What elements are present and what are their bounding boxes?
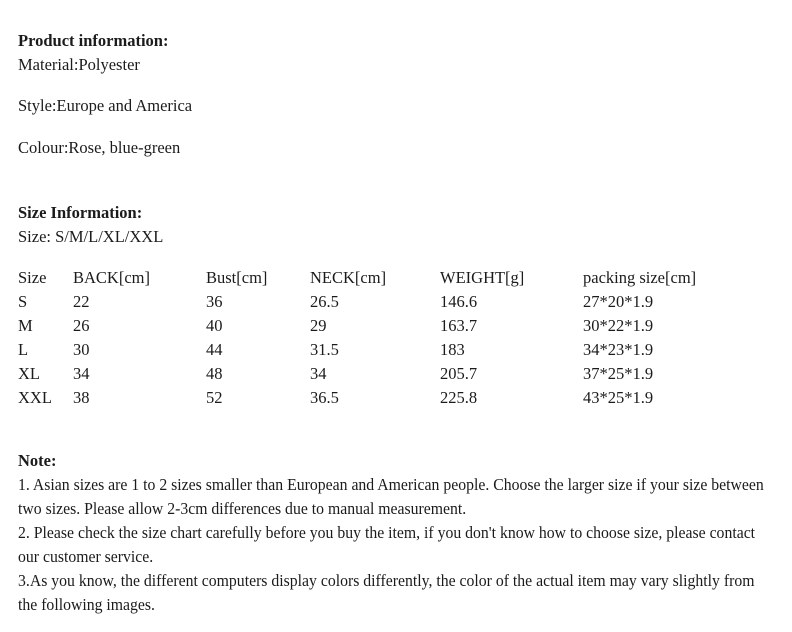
size-chart-table xyxy=(18,266,774,410)
material-line: Material:Polyester xyxy=(18,55,140,74)
size-chart-cell: 30 xyxy=(73,340,90,359)
colour-line: Colour:Rose, blue-green xyxy=(18,138,181,157)
size-chart-cell: XL xyxy=(18,364,40,383)
size-chart-cell: 26 xyxy=(73,316,90,335)
size-chart-cell: 34 xyxy=(310,364,327,383)
size-chart-cell: 27*20*1.9 xyxy=(583,292,654,311)
size-chart-row-m xyxy=(18,314,774,338)
size-chart-cell: 34*23*1.9 xyxy=(583,340,654,359)
size-chart-cell: S xyxy=(18,292,28,311)
note-line-6: the following images. xyxy=(18,595,155,614)
size-chart-cell: 22 xyxy=(73,292,90,311)
size-chart-header-row xyxy=(18,266,774,290)
size-info-heading: Size Information: xyxy=(18,203,143,222)
note-line-1: 1. Asian sizes are 1 to 2 sizes smaller than European and American people. Choose the larger size if your size between xyxy=(18,475,764,494)
size-chart-cell: 34 xyxy=(73,364,90,383)
size-chart-cell: 205.7 xyxy=(440,364,478,383)
size-chart-header-bust: Bust[cm] xyxy=(206,268,268,287)
note-line-5: 3.As you know, the different computers display colors differently, the color of the actual item may vary slightly from xyxy=(18,571,755,590)
size-chart-cell: 225.8 xyxy=(440,388,478,407)
note-heading: Note: xyxy=(18,451,57,470)
note-line-4: our customer service. xyxy=(18,547,154,566)
size-chart-header-weight: WEIGHT[g] xyxy=(440,268,525,287)
size-chart-cell: 26.5 xyxy=(310,292,339,311)
size-chart-cell: 163.7 xyxy=(440,316,478,335)
product-info-heading: Product information: xyxy=(18,31,169,50)
size-chart-cell: 29 xyxy=(310,316,327,335)
size-chart-cell: 48 xyxy=(206,364,223,383)
size-chart-cell: 146.6 xyxy=(440,292,478,311)
size-chart-cell: 30*22*1.9 xyxy=(583,316,654,335)
size-chart-row-xxl xyxy=(18,386,774,410)
size-chart-cell: 36 xyxy=(206,292,223,311)
size-chart-header-packing: packing size[cm] xyxy=(583,268,697,287)
size-chart-cell: M xyxy=(18,316,33,335)
note-line-3: 2. Please check the size chart carefully before you buy the item, if you don't know how to choose size, please contact xyxy=(18,523,756,542)
size-chart-cell: 36.5 xyxy=(310,388,339,407)
note-line-2: two sizes. Please allow 2-3cm differences due to manual measurement. xyxy=(18,499,467,518)
size-chart-cell: 44 xyxy=(206,340,223,359)
size-range-line: Size: S/M/L/XL/XXL xyxy=(18,227,164,246)
style-line: Style:Europe and America xyxy=(18,96,193,115)
size-chart-header-size: Size xyxy=(18,268,47,287)
size-chart-cell: 52 xyxy=(206,388,223,407)
size-chart-cell: 31.5 xyxy=(310,340,339,359)
size-chart-cell: XXL xyxy=(18,388,52,407)
size-chart-cell: 183 xyxy=(440,340,465,359)
size-chart-row-l xyxy=(18,338,774,362)
size-chart-row-xl xyxy=(18,362,774,386)
size-chart-header-back: BACK[cm] xyxy=(73,268,150,287)
size-chart-row-s xyxy=(18,290,774,314)
size-chart-header-neck: NECK[cm] xyxy=(310,268,387,287)
size-chart-cell: 38 xyxy=(73,388,90,407)
size-chart-cell: L xyxy=(18,340,29,359)
size-chart-cell: 40 xyxy=(206,316,223,335)
size-chart-cell: 37*25*1.9 xyxy=(583,364,654,383)
size-chart-cell: 43*25*1.9 xyxy=(583,388,654,407)
